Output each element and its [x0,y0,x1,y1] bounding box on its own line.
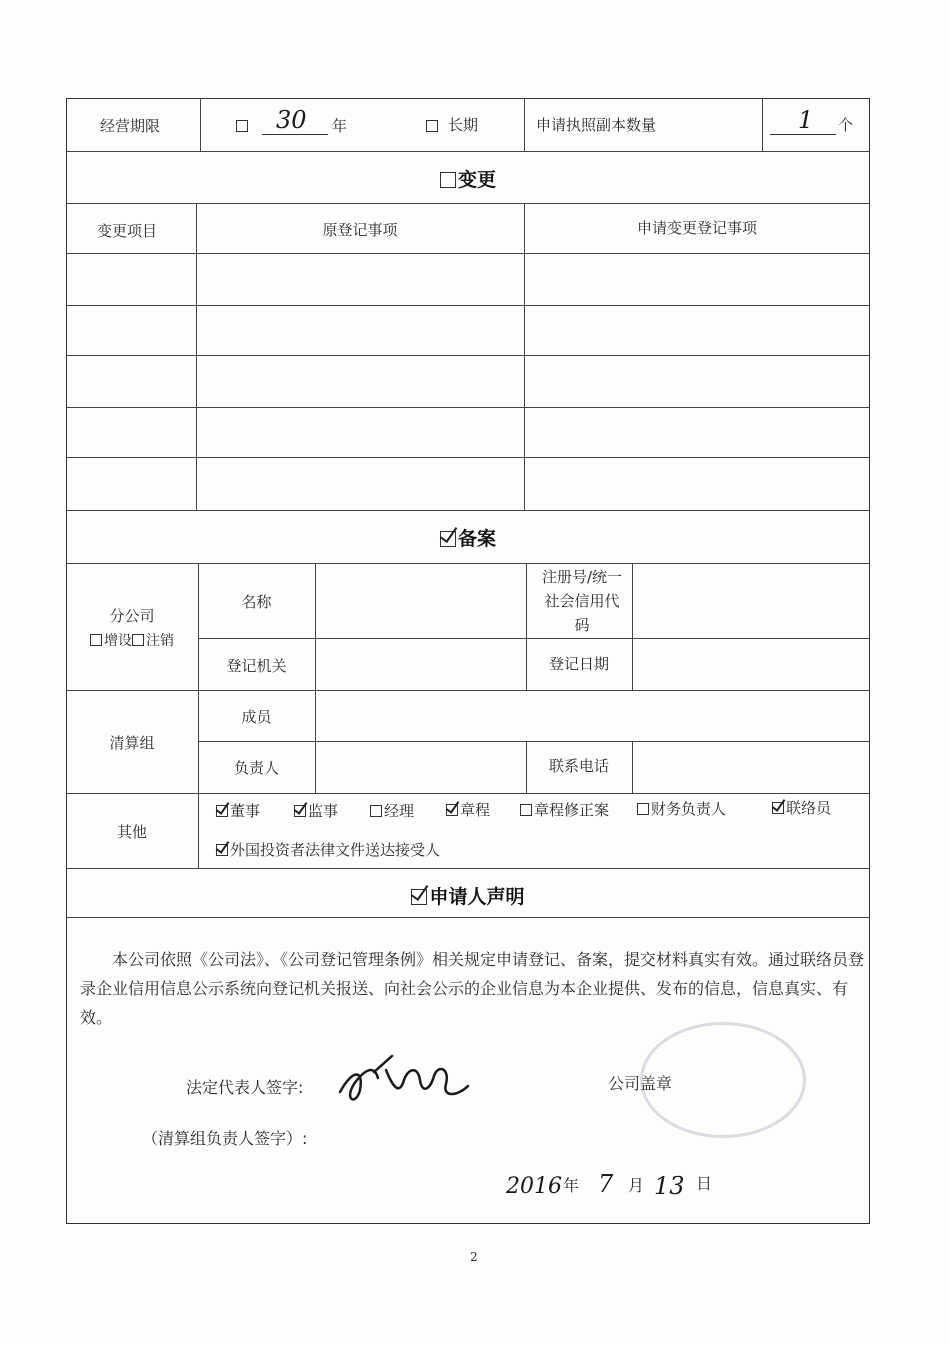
phone-label: 联系电话 [548,757,609,775]
legal-rep-signature [334,1050,474,1110]
term-label: 经营期限 [100,117,161,135]
branch-add-checkbox[interactable] [90,634,102,646]
liquidation-label: 清算组 [109,734,155,752]
option-liaison[interactable]: 联络员 [772,799,831,817]
other-label: 其他 [116,823,147,841]
copies-label: 申请执照副本数量 [536,116,657,134]
filing-section-header [66,524,870,551]
branch-cancel-checkbox[interactable] [132,634,144,646]
date-day[interactable]: 13 [654,1172,685,1200]
declaration-section-header [66,882,870,909]
term-years-value[interactable]: 30 [276,106,307,134]
date-year[interactable]: 2016 [506,1174,562,1199]
authority-label: 登记机关 [226,657,287,675]
liquidation-sign-label: （清算组负责人签字）: [142,1129,308,1148]
branch-label: 分公司 [109,607,155,625]
legal-rep-label: 法定代表人签字: [186,1078,304,1097]
change-col-item: 变更项目 [97,222,158,240]
filing-checkbox[interactable] [440,531,456,547]
fixed-term-checkbox[interactable] [236,117,250,135]
option-manager[interactable]: 经理 [370,802,414,820]
copies-value[interactable]: 1 [798,106,814,134]
option-directors[interactable]: 董事 [216,802,260,820]
change-col-original: 原登记事项 [322,221,398,239]
change-checkbox[interactable] [440,172,456,188]
option-articles[interactable]: 章程 [446,801,490,819]
date-month[interactable]: 7 [598,1170,614,1198]
change-title: 变更 [457,169,496,191]
change-col-requested: 申请变更登记事项 [636,219,757,237]
long-term-label: 长期 [448,116,479,134]
long-term-checkbox[interactable] [426,117,440,135]
date-day-unit: 日 [696,1174,713,1193]
regno-label: 注册号/统一社会信用代码 [541,568,623,634]
leader-label: 负责人 [233,759,279,777]
copies-unit: 个 [838,116,854,134]
option-finance[interactable]: 财务负责人 [637,800,726,818]
change-section-header [66,165,870,192]
date-month-unit: 月 [628,1176,645,1195]
option-supervisors[interactable]: 监事 [294,802,338,820]
branch-name-label: 名称 [241,593,272,611]
regdate-label: 登记日期 [548,655,609,673]
declaration-checkbox[interactable] [411,889,427,905]
declaration-text: 本公司依照《公司法》、《公司登记管理条例》相关规定申请登记、备案，提交材料真实有效。通过联络员登录企业信用信息公示系统向登记机关报送、向社会公示的企业信息为本企业提供、发布的信息，信息真实、有效。 [80,950,865,1027]
date-year-unit: 年 [563,1176,580,1195]
option-foreign-agent[interactable]: 外国投资者法律文件送达接受人 [216,841,440,859]
members-label: 成员 [241,708,272,726]
option-articles-amend[interactable]: 章程修正案 [520,801,609,819]
declaration-title: 申请人声明 [429,886,525,908]
page-number: 2 [470,1250,478,1264]
term-years-unit: 年 [332,117,348,135]
branch-options: 增设 注销 [66,633,198,650]
filing-title: 备案 [457,528,496,550]
seal-label: 公司盖章 [608,1074,673,1093]
